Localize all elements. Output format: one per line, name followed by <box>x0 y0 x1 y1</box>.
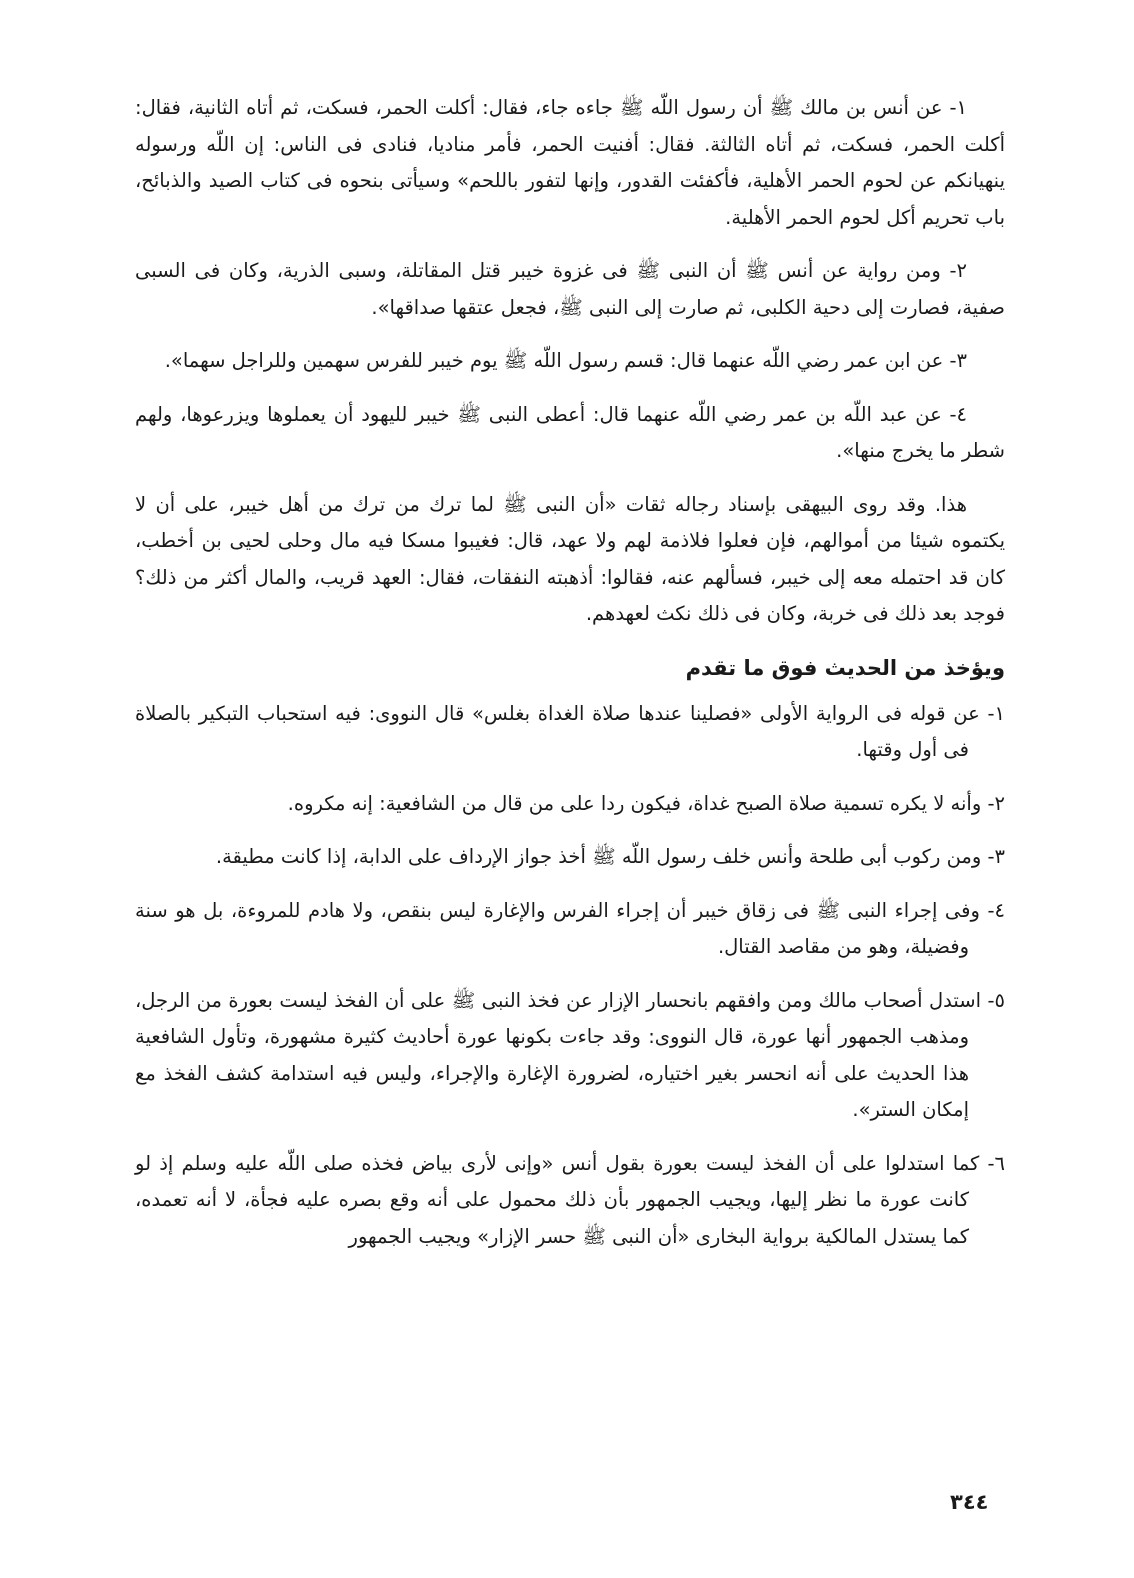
hadith-paragraph-3: ٣- عن ابن عمر رضي اللّه عنهما قال: قسم رسول اللّه ﷺ يوم خيبر للفرس سهمين وللراجل سهما». <box>164 349 967 372</box>
hadith-paragraph-2: ٢- ومن رواية عن أنس ﷺ أن النبى ﷺ فى غزوة خيبر قتل المقاتلة، وسبى الذرية، وكان فى السبى صفية، فصارت إلى دحية الكلبى، ثم صارت إلى النبى ﷺ، فجعل عتقها صداقها». <box>135 259 1005 319</box>
bayhaqi-paragraph: هذا. وقد روى البيهقى بإسناد رجاله ثقات «أن النبى ﷺ لما ترك من ترك من أهل خيبر، على أن لا يكتموه شيئا من أموالهم، فإن فعلوا فلاذمة لهم ولا عهد، قال: فغيبوا مسكا فيه مال وحلى لحيى بن أخطب، كان قد احتمله معه إلى خيبر، فسألهم عنه، فقالوا: أذهبته النفقات، فقال: العهد قريب، والمال أكثر من ذلك؟ فوجد بعد ذلك فى خربة، وكان فى ذلك نكث لعهدهم. <box>135 492 1005 625</box>
point-3: ٣- ومن ركوب أبى طلحة وأنس خلف رسول اللّه ﷺ أخذ جواز الإرداف على الدابة، إذا كانت مطيقة. <box>215 845 1005 868</box>
point-1: ١- عن قوله فى الرواية الأولى «فصلينا عندها صلاة الغداة بغلس» قال النووى: فيه استحباب التبكير بالصلاة فى أول وقتها. <box>135 701 1005 761</box>
hadith-paragraph-1: ١- عن أنس بن مالك ﷺ أن رسول اللّه ﷺ جاءه جاء، فقال: أكلت الحمر، فسكت، ثم أتاه الثانية، فقال: أكلت الحمر، فسكت، ثم أتاه الثالثة. فقال: أفنيت الحمر، فأمر مناديا، فنادى فى الناس: إن اللّه ورسوله ينهيانكم عن لحوم الحمر الأهلية، فأكفئت القدور، وإنها لتفور باللحم» وسيأتى بنحوه فى كتاب الصيد والذبائح، باب تحريم أكل لحوم الحمر الأهلية. <box>135 96 1005 229</box>
point-4: ٤- وفى إجراء النبى ﷺ فى زقاق خيبر أن إجراء الفرس والإغارة ليس بنقص، ولا هادم للمروءة، بل هو سنة وفضيلة، وهو من مقاصد القتال. <box>135 898 1005 958</box>
point-2: ٢- وأنه لا يكره تسمية صلاة الصبح غداة، فيكون ردا على من قال من الشافعية: إنه مكروه. <box>287 791 1005 815</box>
page-body <box>135 90 1005 1272</box>
point-5: ٥- استدل أصحاب مالك ومن وافقهم بانحسار الإزار عن فخذ النبى ﷺ على أن الفخذ ليست بعورة من الرجل، ومذهب الجمهور أنها عورة، قال النووى: وقد جاءت بكونها عورة أحاديث كثيرة مشهورة، وتأول الشافعية هذا الحديث على أنه انحسر بغير اختياره، لضرورة الإغارة والإجراء، وليس فيه استدامة كشف الفخذ مع إمكان الستر». <box>135 988 1005 1121</box>
section-heading: ويؤخذ من الحديث فوق ما تقدم <box>685 655 1005 680</box>
hadith-paragraph-4: ٤- عن عبد اللّه بن عمر رضي اللّه عنهما قال: أعطى النبى ﷺ خيبر لليهود أن يعملوها ويزرعوها، ولهم شطر ما يخرج منها». <box>135 402 1005 462</box>
point-6: ٦- كما استدلوا على أن الفخذ ليست بعورة بقول أنس «وإنى لأرى بياض فخذه صلى اللّه عليه وسلم إذ لو كانت عورة ما نظر إليها، ويجيب الجمهور بأن ذلك محمول على أنه وقع بصره عليه فجأة، لا أنه تعمده، كما يستدل المالكية برواية البخارى «أن النبى ﷺ حسر الإزار» ويجيب الجمهور <box>135 1151 1005 1248</box>
page-number: ٣٤٤ <box>950 1490 989 1514</box>
